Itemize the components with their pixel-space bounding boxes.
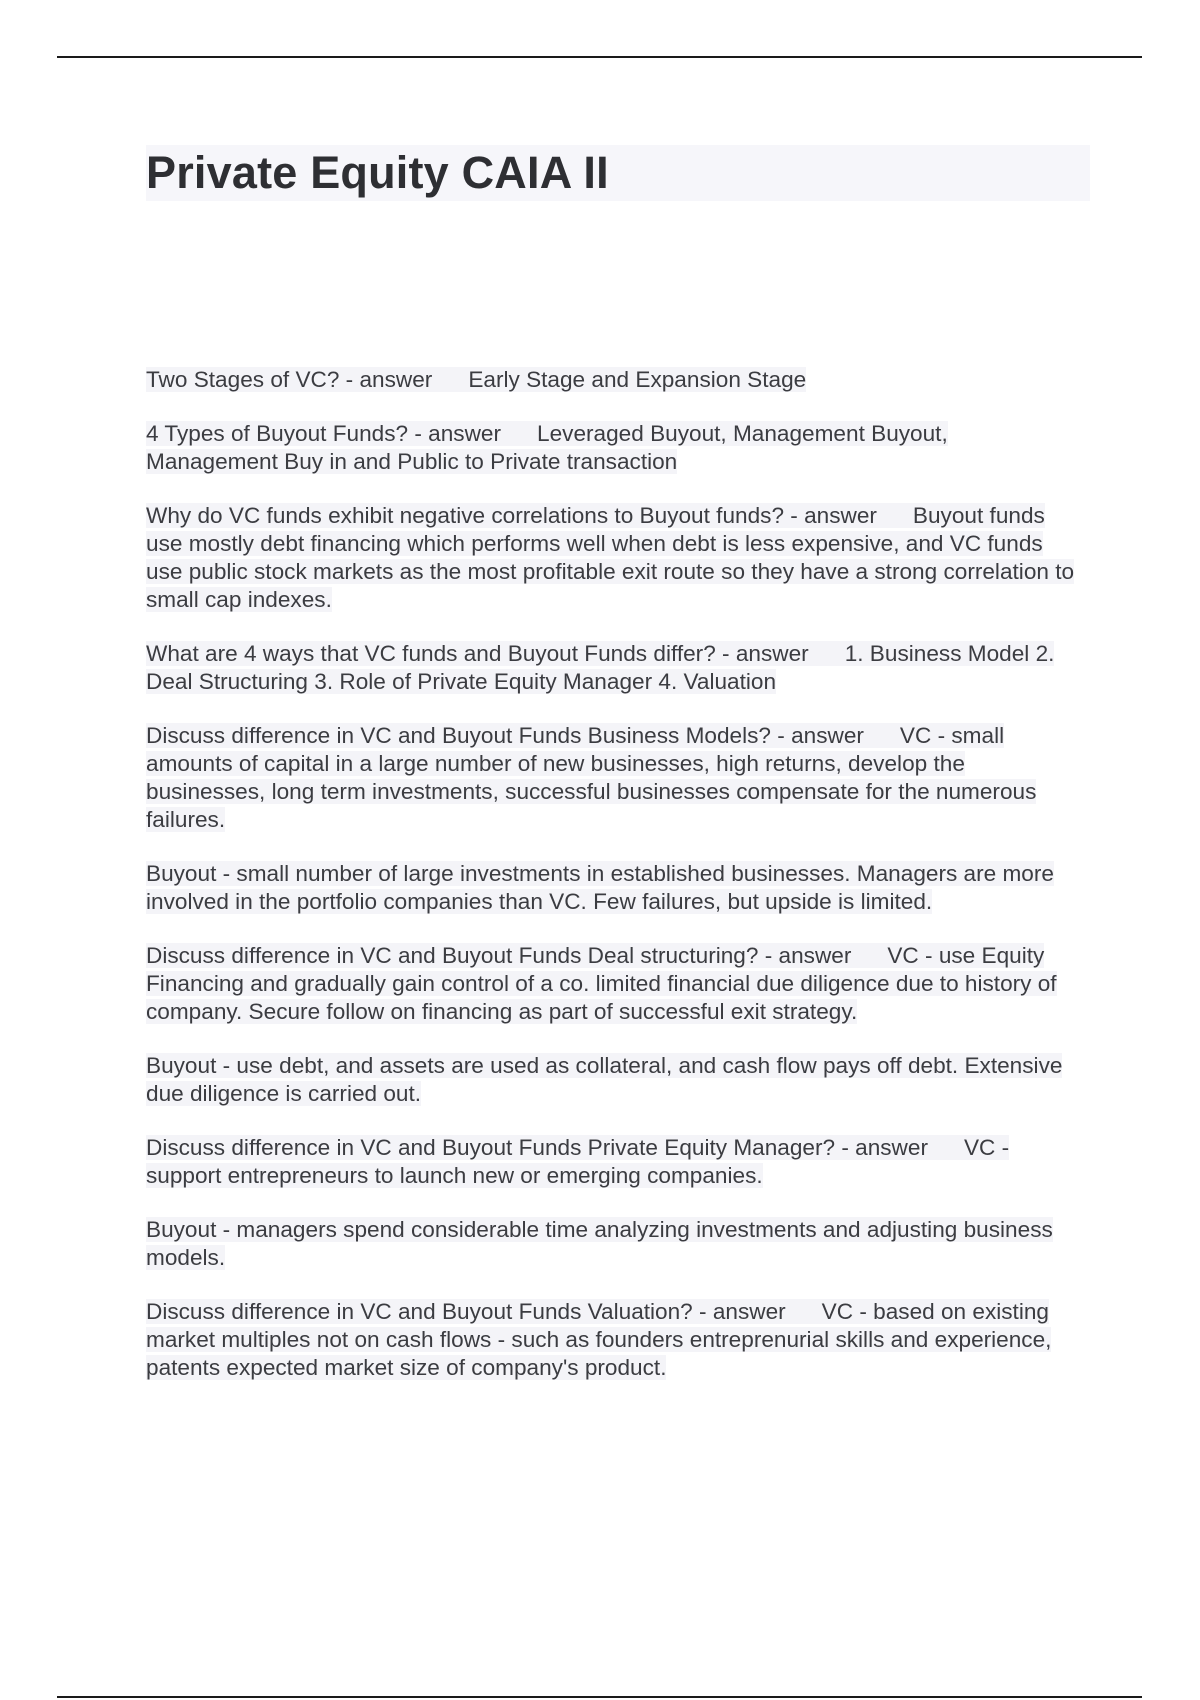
qa-entry	[146, 640, 1076, 696]
qa-answer: Leveraged Buyout, Management Buyout, Management Buy in and Public to Private transaction	[146, 421, 948, 474]
qa-question: Discuss difference in VC and Buyout Funds Valuation? - answer	[146, 1299, 786, 1324]
qa-answer: Buyout - managers spend considerable time analyzing investments and adjusting business models.	[146, 1217, 1053, 1270]
qa-entry	[146, 366, 1076, 394]
qa-answer: Buyout funds use mostly debt financing which performs well when debt is less expensive, and VC funds use public stock markets as the most profitable exit route so they have a strong correlation to small cap indexes.	[146, 503, 1075, 612]
page-title: Private Equity CAIA II	[146, 147, 609, 198]
qa-entry	[146, 420, 1076, 476]
qa-list	[146, 366, 1076, 1408]
qa-answer: Buyout - use debt, and assets are used as collateral, and cash flow pays off debt. Extensive due diligence is carried out.	[146, 1053, 1063, 1106]
qa-question: Why do VC funds exhibit negative correlations to Buyout funds? - answer	[146, 503, 877, 528]
qa-answer: Early Stage and Expansion Stage	[468, 367, 807, 392]
qa-entry	[146, 502, 1076, 614]
qa-entry-continuation	[146, 1216, 1076, 1272]
qa-entry	[146, 722, 1076, 834]
qa-question: Two Stages of VC? - answer	[146, 367, 433, 392]
qa-answer: VC - based on existing market multiples not on cash flows - such as founders entreprenurial skills and experience, patents expected market size of company's product.	[146, 1299, 1052, 1380]
qa-entry-continuation	[146, 1052, 1076, 1108]
qa-answer: Buyout - small number of large investments in established businesses. Managers are more involved in the portfolio companies than VC. Few failures, but upside is limited.	[146, 861, 1054, 914]
qa-answer: VC - small amounts of capital in a large number of new businesses, high returns, develop the businesses, long term investments, successful businesses compensate for the numerous failures.	[146, 723, 1037, 832]
bottom-rule	[57, 1696, 1142, 1698]
qa-question: Discuss difference in VC and Buyout Funds Private Equity Manager? - answer	[146, 1135, 928, 1160]
qa-entry-continuation	[146, 860, 1076, 916]
qa-answer: VC - use Equity Financing and gradually gain control of a co. limited financial due diligence due to history of company. Secure follow on financing as part of successful exit strategy.	[146, 943, 1057, 1024]
qa-answer: VC - support entrepreneurs to launch new or emerging companies.	[146, 1135, 1010, 1188]
qa-entry	[146, 1298, 1076, 1382]
qa-question: Discuss difference in VC and Buyout Funds Deal structuring? - answer	[146, 943, 852, 968]
qa-question: What are 4 ways that VC funds and Buyout Funds differ? - answer	[146, 641, 809, 666]
top-rule	[57, 56, 1142, 58]
qa-answer: 1. Business Model 2. Deal Structuring 3. Role of Private Equity Manager 4. Valuation	[146, 641, 1055, 694]
qa-entry	[146, 1134, 1076, 1190]
qa-entry	[146, 942, 1076, 1026]
qa-question: 4 Types of Buyout Funds? - answer	[146, 421, 502, 446]
qa-question: Discuss difference in VC and Buyout Funds Business Models? - answer	[146, 723, 864, 748]
